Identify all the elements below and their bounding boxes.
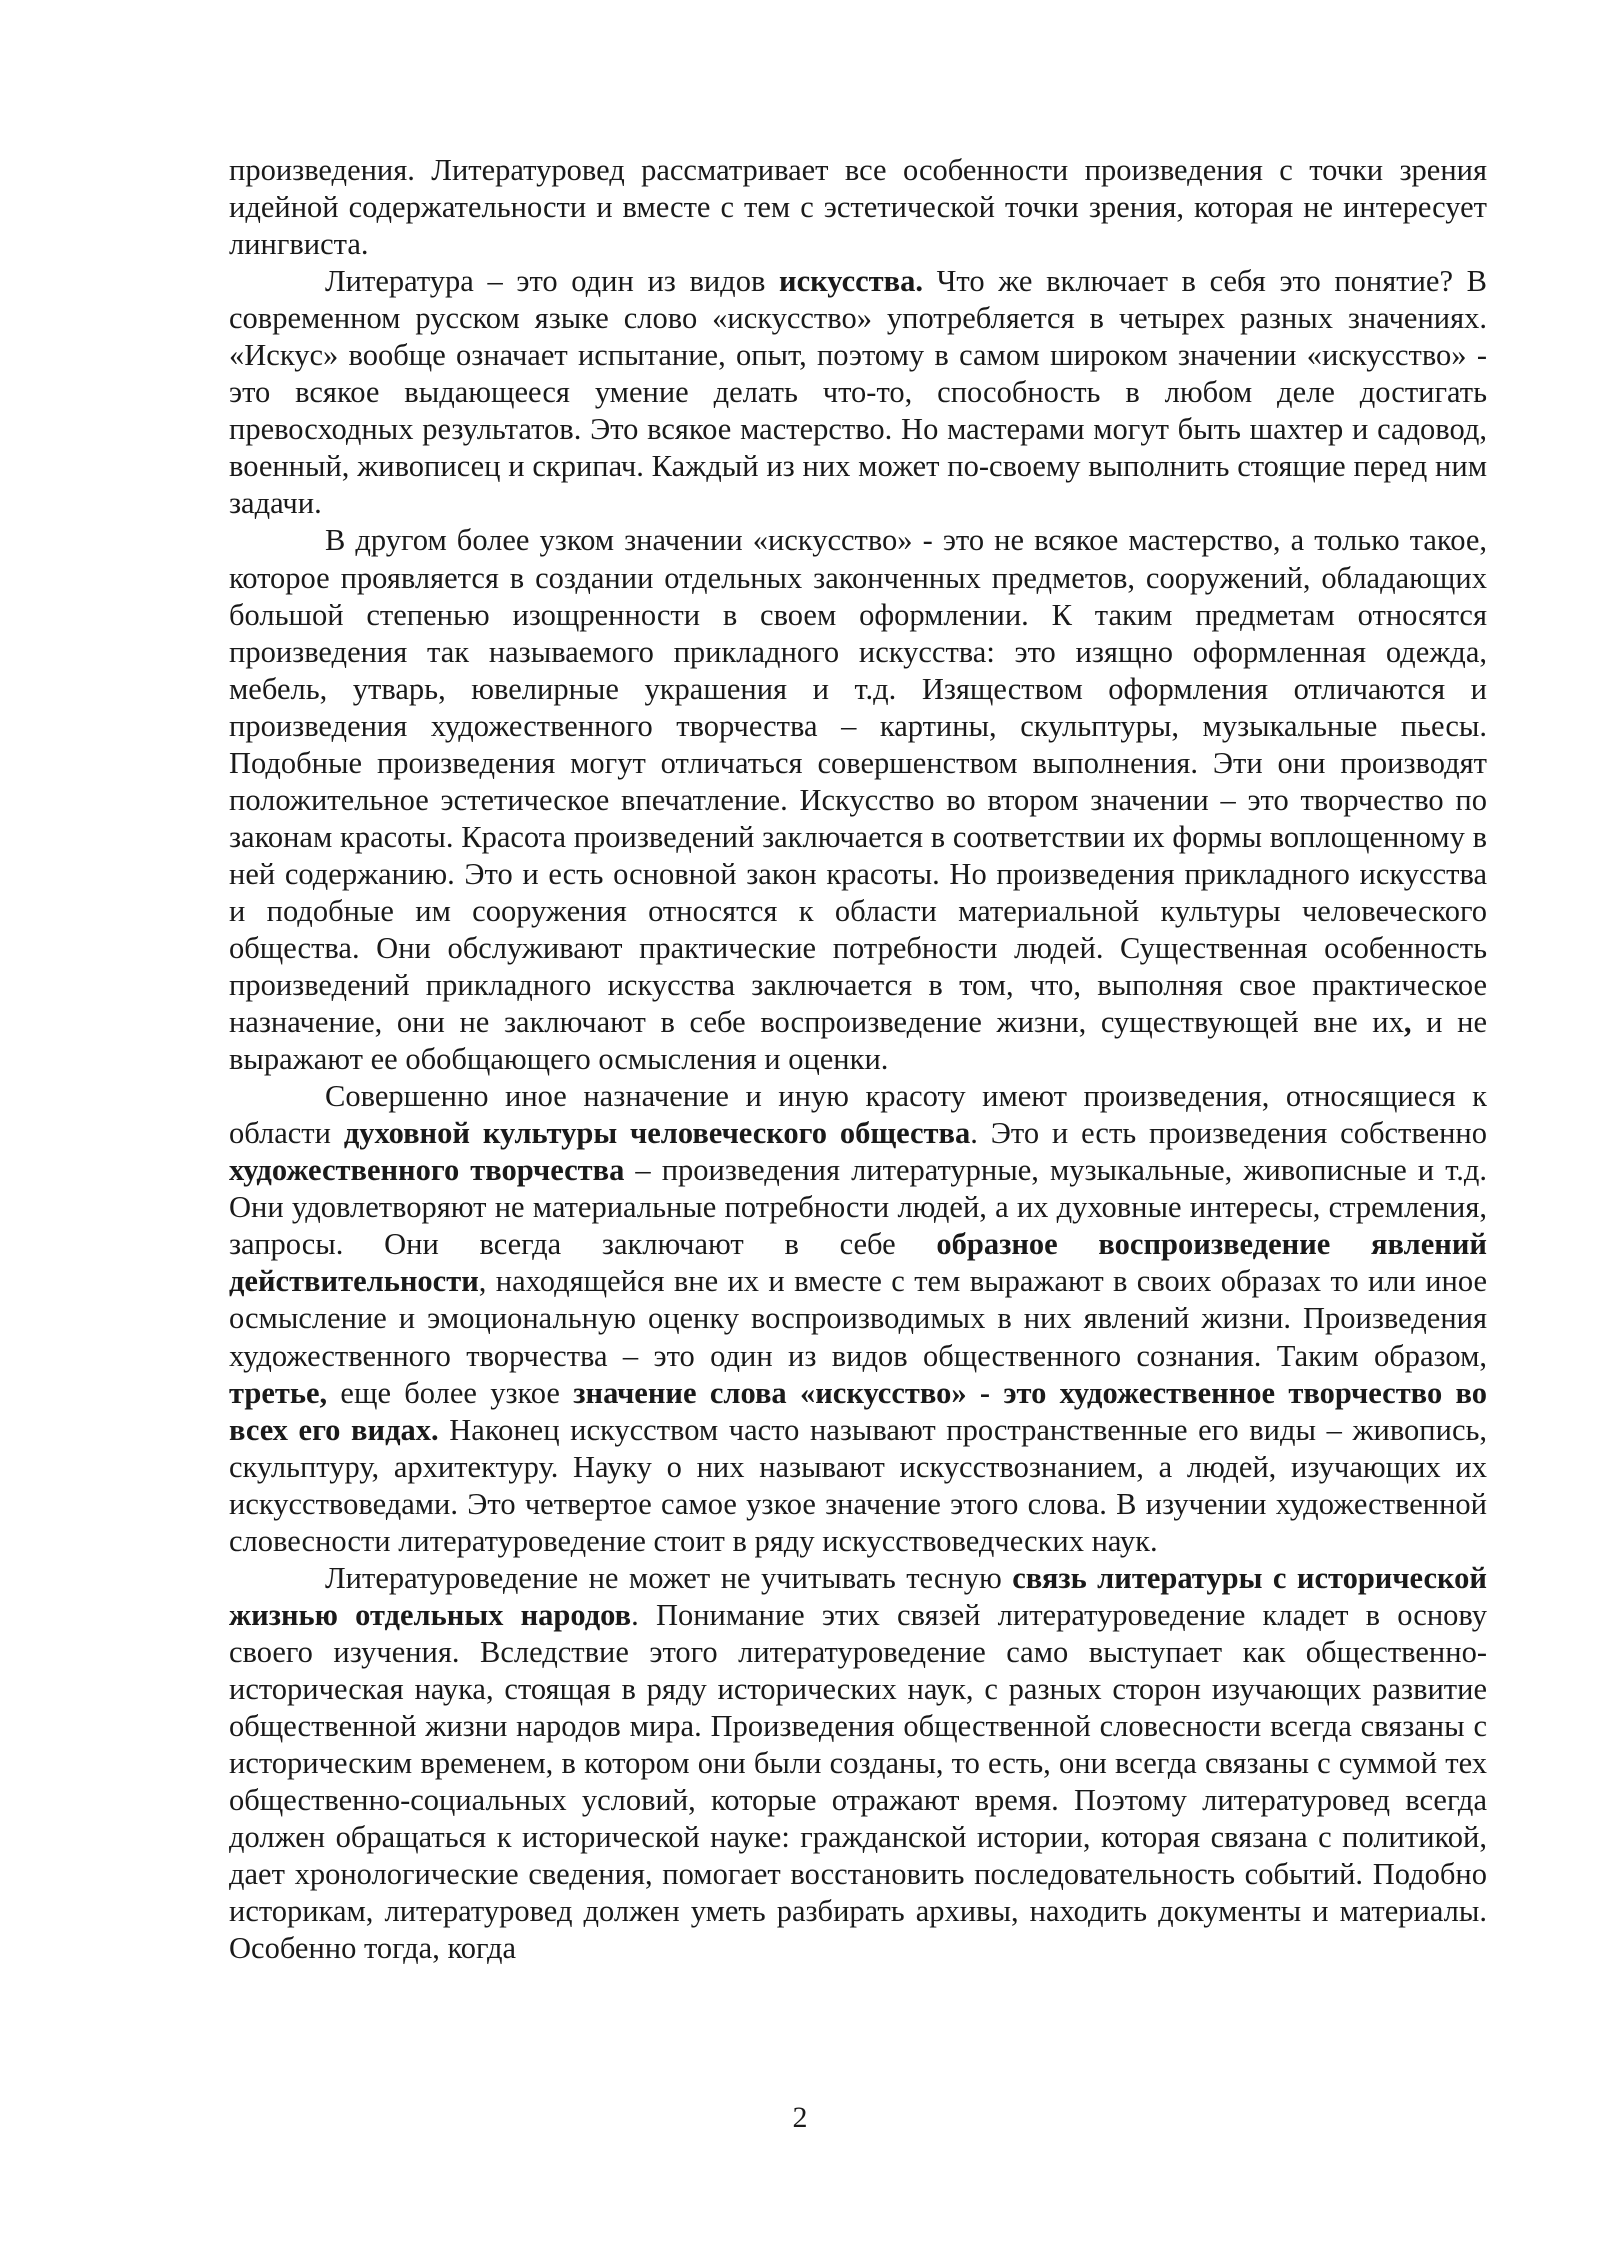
text-run: Наконец искусством часто называют пространственные его виды – живопись, скульптуру, архитектуру. Науку о них называют искусствознанием, а людей, изучающих их искусствоведами. Это четвертое самое узкое значение этого слова. В изучении художественной словесности литературоведение стоит в ряду искусствоведческих наук. (229, 1412, 1488, 1558)
body-text (229, 152, 1487, 1967)
bold-text: , (1403, 1005, 1412, 1040)
text-run: произведения. Литературовед рассматривает все особенности произведения с точки зрения идейной содержательности и вместе с тем с эстетической точки зрения, которая не интересует лингвиста. (229, 153, 1487, 262)
paragraph (229, 1078, 1487, 1560)
text-run: , находящейся вне их и вместе с тем выражают в своих образах то или иное осмысление и эмоциональную оценку воспроизводимых в них явлений жизни. Произведения художественного творчества – это один из видов общественного сознания. Таким образом, (229, 1264, 1487, 1373)
text-run: еще более узкое (327, 1375, 574, 1410)
bold-text: образное воспроизведение явлений действительности (229, 1227, 1487, 1299)
text-run: Что же включает в себя это понятие? В современном русском языке слово «искусство» употребляется в четырех разных значениях. «Искус» вообще означает испытание, опыт, поэтому в самом широком значении «искусство» - это всякое выдающееся умение делать что-то, способность в любом деле достигать превосходных результатов. Это всякое мастерство. Но мастерами могут быть шахтер и садовод, военный, живописец и скрипач. Каждый из них может по-своему выполнить стоящие перед ним задачи. (229, 264, 1487, 521)
text-run: и не выражают ее обобщающего осмысления и оценки. (229, 1005, 1488, 1077)
paragraph (229, 263, 1487, 522)
text-run: Совершенно иное назначение и иную красоту имеют произведения, относящиеся к области (229, 1079, 1487, 1151)
bold-text: духовной культуры человеческого общества (343, 1116, 971, 1151)
bold-text: третье, (229, 1375, 328, 1410)
bold-text: связь литературы с исторической жизнью отдельных народов (229, 1560, 1487, 1632)
text-run: В другом более узком значении «искусство» - это не всякое мастерство, а только такое, которое проявляется в создании отдельных законченных предметов, сооружений, обладающих большой степенью изощренности в своем оформлении. К таким предметам относятся произведения так называемого прикладного искусства: это изящно оформленная одежда, мебель, утварь, ювелирные украшения и т.д. Изяществом оформления отличаются и произведения художественного творчества – картины, скульптуры, музыкальные пьесы. Подобные произведения могут отличаться совершенством выполнения. Эти они производят положительное эстетическое впечатление. Искусство во втором значении – это творчество по законам красоты. Красота произведений заключается в соответствии их формы воплощенному в ней содержанию. Это и есть основной закон красоты. Но произведения прикладного искусства и подобные им сооружения относятся к области материальной культуры человеческого общества. Они обслуживают практические потребности людей. Существенная особенность произведений прикладного искусства заключается в том, что, выполняя свое практическое назначение, они не заключают в себе воспроизведение жизни, существующей вне их (229, 523, 1487, 1040)
bold-text: художественного творчества (229, 1153, 625, 1188)
text-run: . Это и есть произведения собственно (970, 1116, 1488, 1151)
bold-text: значение слова «искусство» - это художественное творчество во всех его видах. (229, 1375, 1487, 1447)
paragraph (229, 1560, 1487, 1968)
text-run: . Понимание этих связей литературоведение кладет в основу своего изучения. Вследствие этого литературоведение само выступает как общественно-историческая наука, стоящая в ряду исторических наук, с разных сторон изучающих развитие общественной жизни народов мира. Произведения общественной словесности всегда связаны с историческим временем, в котором они были созданы, то есть, они всегда связаны с суммой тех общественно-социальных условий, которые отражают время. Поэтому литературовед всегда должен обращаться к исторической науке: гражданской истории, которая связана с политикой, дает хронологические сведения, помогает восстановить последовательность событий. Подобно историкам, литературовед должен уметь разбирать архивы, находить документы и материалы. Особенно тогда, когда (229, 1597, 1487, 1966)
text-run: – произведения литературные, музыкальные, живописные и т.д. Они удовлетворяют не материальные потребности людей, а их духовные интересы, стремления, запросы. Они всегда заключают в себе (229, 1153, 1487, 1262)
text-run: Литературоведение не может не учитывать тесную (325, 1560, 1013, 1595)
text-run: Литература – это один из видов (325, 264, 779, 299)
paragraph (229, 152, 1487, 263)
paragraph (229, 522, 1487, 1078)
page-number: 2 (792, 2101, 808, 2134)
bold-text: искусства. (779, 264, 923, 299)
